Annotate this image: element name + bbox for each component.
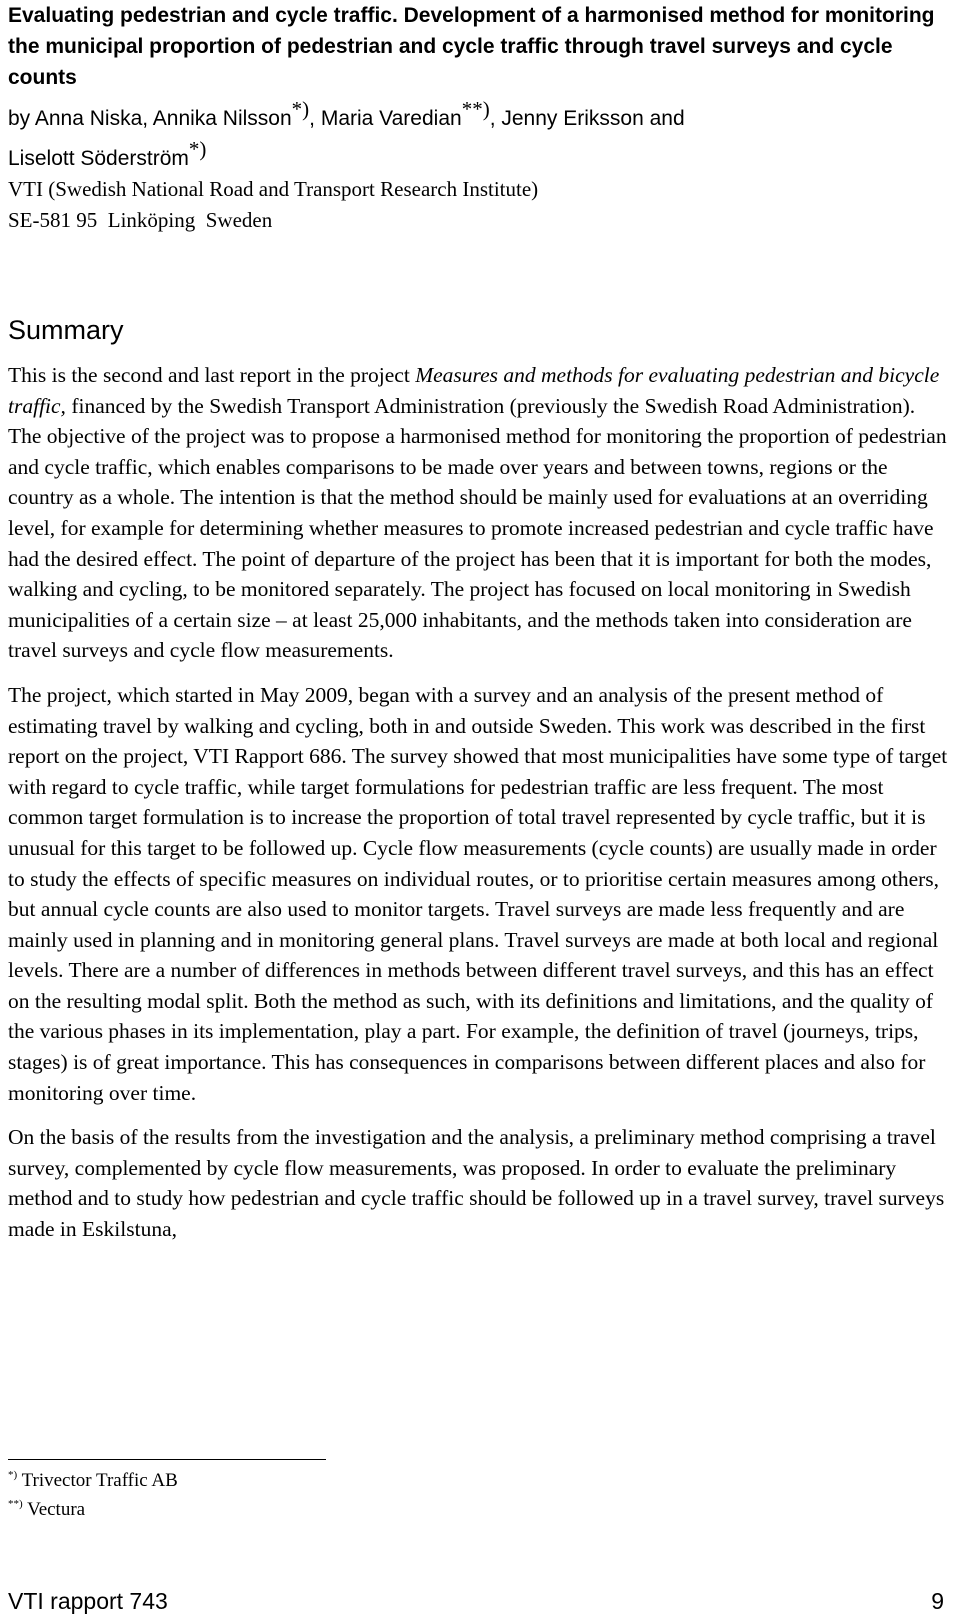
author-names-3: , Jenny Eriksson and [489, 107, 685, 130]
footnote-mark-3: *) [188, 137, 207, 161]
report-number: VTI rapport 743 [8, 1588, 168, 1614]
page-number: 9 [931, 1588, 944, 1614]
paragraph-1-lead: This is the second and last report in the project [8, 363, 416, 387]
author-names-1: by Anna Niska, Annika Nilsson [8, 107, 292, 130]
footnote-2 [8, 1495, 178, 1524]
footnote-mark-1: *) [291, 97, 310, 121]
footnote-2-mark: **) [8, 1498, 23, 1510]
affiliation-line-1: VTI (Swedish National Road and Transport Research Institute) [8, 177, 539, 201]
summary-paragraph-1 [8, 360, 948, 666]
footnote-1 [8, 1466, 178, 1495]
document-page [8, 0, 948, 1259]
footnote-divider [8, 1459, 326, 1460]
paragraph-1-rest: financed by the Swedish Transport Administration (previously the Swedish Road Administration). The objective of the project was to propose a harmonised method for monitoring the proportion of pedestrian and cycle traffic, which enables comparisons to be made over years and between towns, regions or the country as a whole. The intention is that the method should be mainly used for evaluations at an overriding level, for example for determining whether measures to promote increased pedestrian and cycle traffic have had the desired effect. The point of departure of the project has been that it is important for both the modes, walking and cycling, to be monitored separately. The project has focused on local monitoring in Swedish municipalities of a certain size – at least 25,000 inhabitants, and the methods taken into consideration are travel surveys and cycle flow measurements. [8, 393, 947, 663]
project-title-italic: Measures and methods for evaluating pedestrian and bicycle traffic, [8, 363, 940, 418]
author-names-2: , Maria Varedian [309, 107, 462, 130]
author-names-4: Liselott Söderström [8, 147, 189, 170]
footnotes [8, 1466, 178, 1524]
footnote-mark-2: **) [461, 97, 490, 121]
footnote-2-text: Vectura [22, 1499, 86, 1520]
author-list [8, 94, 948, 174]
summary-paragraph-3: On the basis of the results from the investigation and the analysis, a preliminary method comprising a travel survey, complemented by cycle flow measurements, was proposed. In order to evaluate the preliminary method and to study how pedestrian and cycle traffic should be followed up in a travel survey, travel surveys made in Eskilstuna, [8, 1125, 945, 1242]
report-title: Evaluating pedestrian and cycle traffic. Development of a harmonised method for monitoring the municipal proportion of pedestrian and cycle traffic through travel surveys and cycle counts [8, 4, 935, 89]
footnote-1-text: Trivector Traffic AB [17, 1470, 178, 1491]
summary-heading: Summary [8, 315, 124, 345]
affiliation-line-2: SE-581 95 Linköping Sweden [8, 208, 273, 232]
summary-paragraph-2: The project, which started in May 2009, began with a survey and an analysis of the present method of estimating travel by walking and cycling, both in and outside Sweden. This work was described in the first report on the project, VTI Rapport 686. The survey showed that most municipalities have some type of target with regard to cycle traffic, while target formulations for pedestrian traffic are less frequent. The most common target formulation is to increase the proportion of total travel represented by cycle traffic, but it is unusual for this target to be followed up. Cycle flow measurements (cycle counts) are usually made in order to study the effects of specific measures on individual routes, or to prioritise certain measures among others, but annual cycle counts are also used to monitor targets. Travel surveys are made less frequently and are mainly used in planning and in monitoring general plans. Travel surveys are made at both local and regional levels. There are a number of differences in methods between different travel surveys, and this has an effect on the resulting modal split. Both the method as such, with its definitions and limitations, and the quality of the various phases in its implementation, play a part. For example, the definition of travel (journeys, trips, stages) is of great importance. This has consequences in comparisons between different places and also for monitoring over time. [8, 682, 948, 1105]
footnote-1-mark: *) [8, 1469, 18, 1481]
